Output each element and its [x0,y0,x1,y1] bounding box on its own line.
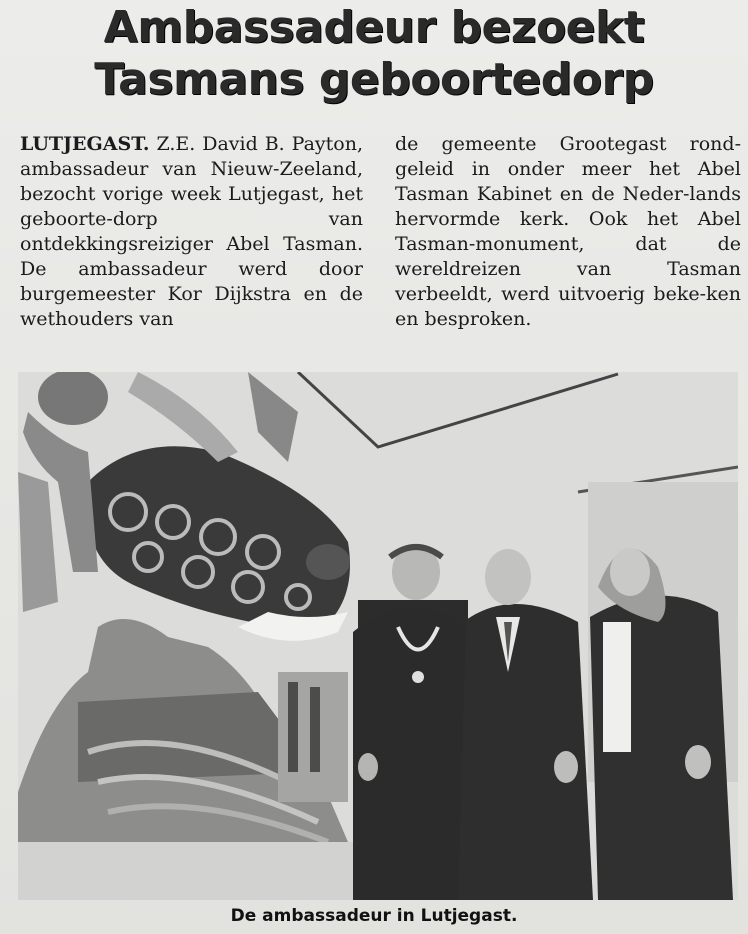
dateline: LUTJEGAST. [20,133,150,155]
column-2-text: de gemeente Grootegast rond-geleid in onder meer het Abel Tasman Kabinet en de Neder-lands hervormde kerk. Ook het Abel Tasman-monument, dat de wereldreizen van Tasman verbeeldt, werd uitvoerig beke-ken en besproken. [395,133,741,330]
headline-line-1: Ambassadeur bezoekt [103,2,645,53]
photo-caption: De ambassadeur in Lutjegast. [230,906,518,926]
headline [0,2,748,106]
photo-illustration [18,372,738,900]
article-column-2 [395,132,741,332]
column-1-text: Z.E. David B. Payton, ambassadeur van Nieuw-Zeeland, bezocht vorige week Lutjegast, het geboorte-dorp van ontdekkingsreiziger Abel Tasman. De ambassadeur werd door burgemeester Kor Dijkstra en de wethouders van [20,133,363,330]
headline-line-2: Tasmans geboortedorp [94,54,654,105]
article-column-1 [20,132,363,332]
news-photo [18,372,738,900]
